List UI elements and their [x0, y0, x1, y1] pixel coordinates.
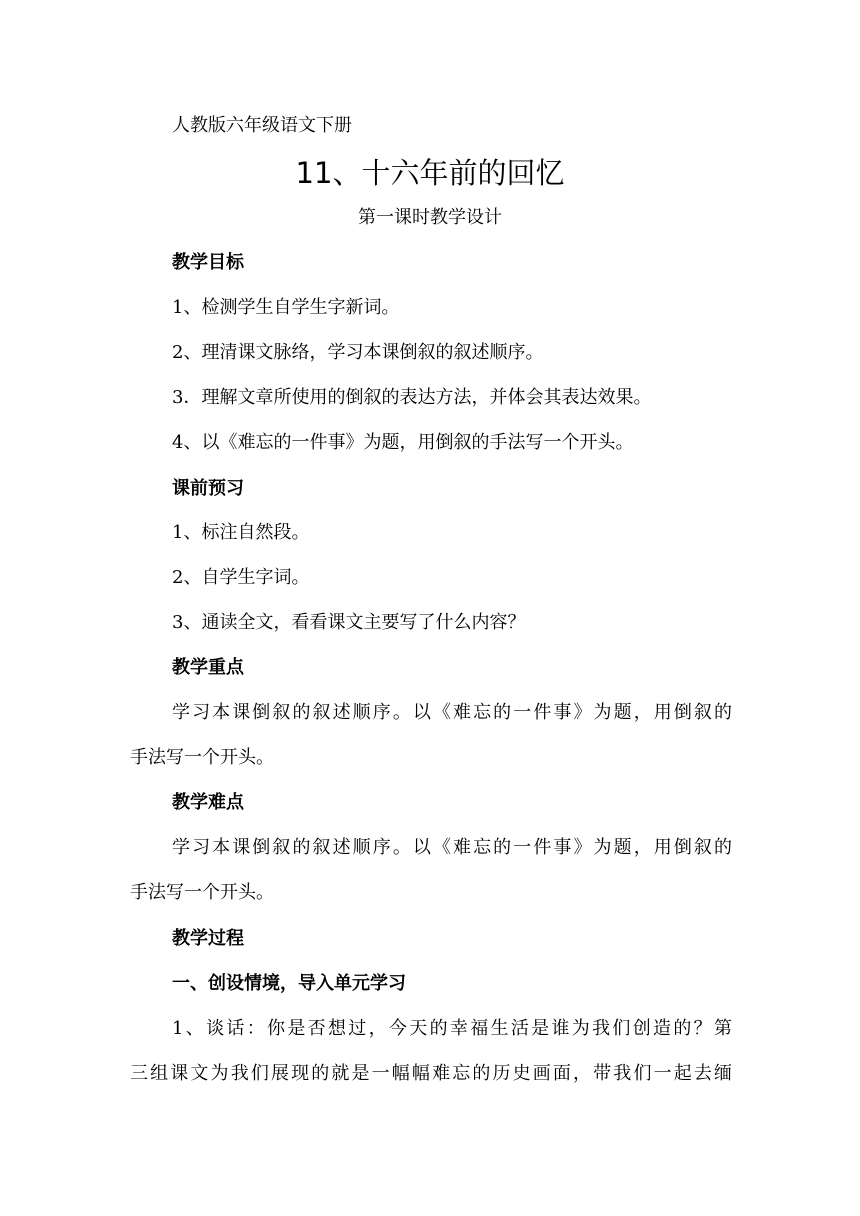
process-paragraph-line: 三组课文为我们展现的就是一幅幅难忘的历史画面，带我们一起去缅 [130, 1063, 732, 1084]
document-header: 人教版六年级语文下册 [172, 115, 352, 136]
objectives-heading: 教学目标 [172, 252, 244, 273]
key-points-text-line: 学习本课倒叙的叙述顺序。以《难忘的一件事》为题，用倒叙的 [172, 702, 732, 723]
process-heading: 教学过程 [172, 928, 244, 949]
difficulties-text-line: 学习本课倒叙的叙述顺序。以《难忘的一件事》为题，用倒叙的 [172, 837, 732, 858]
document-title: 11、十六年前的回忆 [295, 156, 565, 190]
key-points-text-line: 手法写一个开头。 [130, 747, 274, 768]
key-points-heading: 教学重点 [172, 657, 244, 678]
difficulties-text-line: 手法写一个开头。 [130, 882, 274, 903]
objective-item: 1、检测学生自学生字新词。 [172, 297, 400, 318]
document-subtitle: 第一课时教学设计 [358, 207, 502, 228]
process-section-heading: 一、创设情境，导入单元学习 [172, 973, 406, 994]
difficulties-heading: 教学难点 [172, 792, 244, 813]
objective-item: 3．理解文章所使用的倒叙的表达方法，并体会其表达效果。 [172, 387, 652, 408]
process-paragraph-line: 1、谈话：你是否想过，今天的幸福生活是谁为我们创造的？第 [172, 1018, 732, 1039]
objective-item: 2、理清课文脉络，学习本课倒叙的叙述顺序。 [172, 342, 544, 363]
preview-item: 2、自学生字词。 [172, 567, 310, 588]
preview-item: 3、通读全文，看看课文主要写了什么内容？ [172, 612, 526, 633]
preview-item: 1、标注自然段。 [172, 522, 310, 543]
preview-heading: 课前预习 [172, 478, 244, 499]
objective-item: 4、以《难忘的一件事》为题，用倒叙的手法写一个开头。 [172, 432, 634, 453]
